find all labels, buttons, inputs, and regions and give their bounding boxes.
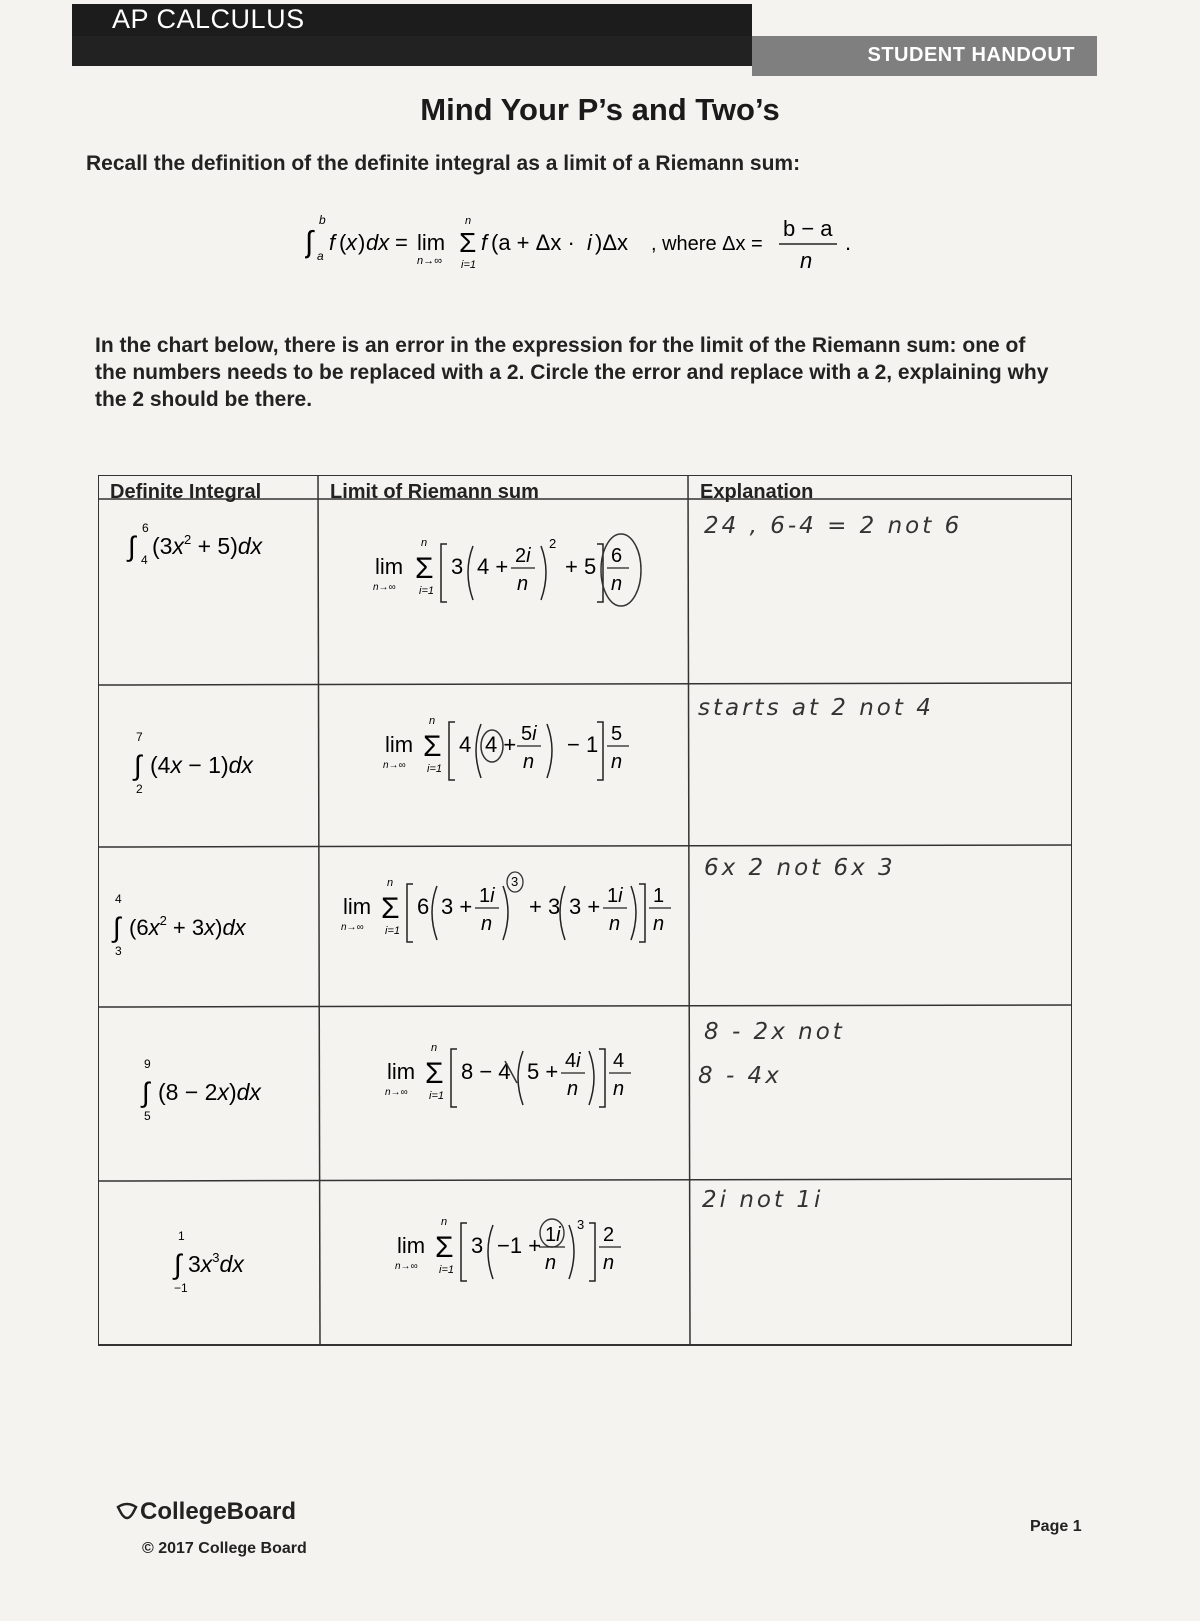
svg-text:b: b (319, 213, 326, 227)
svg-text:3 +: 3 + (569, 894, 601, 919)
svg-text:4 +: 4 + (485, 732, 517, 757)
svg-text:n: n (431, 1042, 438, 1054)
svg-text:∫: ∫ (174, 1249, 182, 1280)
svg-text:i=1: i=1 (419, 585, 434, 597)
svg-text:n: n (611, 573, 623, 595)
svg-text:)Δx: )Δx (595, 230, 629, 255)
svg-text:x: x (346, 230, 357, 255)
svg-text:n→∞: n→∞ (341, 922, 364, 933)
svg-text:4: 4 (459, 732, 472, 757)
page-number: Page 1 (1030, 1518, 1082, 1535)
row3-riemann (324, 851, 686, 961)
svg-text:∫: ∫ (142, 1077, 150, 1108)
svg-text:9: 9 (144, 1057, 151, 1071)
row4-explanation-line2: 8 - 4x (698, 1063, 782, 1089)
svg-text:3: 3 (451, 554, 464, 579)
acorn-icon (114, 1499, 140, 1525)
svg-text:−1 +: −1 + (497, 1233, 542, 1258)
definition-formula (305, 212, 885, 292)
row4-integral (102, 1011, 314, 1171)
instructions-text: In the chart below, there is an error in the expression for the limit of the Riemann sum: one of the numbers needs to be replaced with a 2. Circle the error and replace with a 2, explaining why the 2 should be there. (95, 334, 1049, 411)
row5-riemann (330, 1185, 680, 1305)
svg-text:b − a: b − a (783, 216, 833, 241)
svg-text:Σ: Σ (415, 552, 434, 585)
svg-text:3 +: 3 + (441, 894, 473, 919)
svg-text:n: n (481, 913, 493, 935)
svg-text:i: i (587, 230, 592, 255)
svg-text:∫: ∫ (113, 912, 121, 943)
svg-text:n: n (517, 573, 529, 595)
course-title: AP CALCULUS (112, 4, 305, 34)
svg-text:lim: lim (387, 1059, 416, 1084)
svg-text:n: n (800, 248, 813, 273)
svg-text:n: n (613, 1078, 625, 1100)
svg-text:n: n (421, 537, 428, 549)
svg-text:7: 7 (136, 730, 143, 744)
svg-text:(a + Δx ·: (a + Δx · (491, 230, 575, 255)
row1-explanation: 24 , 6-4 = 2 not 6 (704, 513, 963, 539)
svg-text:+ 5: + 5 (565, 554, 597, 579)
svg-text:.: . (845, 230, 852, 255)
row3-explanation: 6x 2 not 6x 3 (704, 855, 896, 881)
svg-text:i=1: i=1 (427, 763, 442, 775)
row4-explanation: 8 - 2x not (704, 1019, 845, 1045)
svg-text:n→∞: n→∞ (395, 1261, 418, 1272)
svg-text:−1: −1 (174, 1281, 188, 1295)
svg-text:1i: 1i (607, 885, 623, 907)
svg-text:): ) (358, 230, 366, 255)
svg-text:lim: lim (343, 894, 372, 919)
svg-text:4 +: 4 + (477, 554, 509, 579)
svg-text:=: = (395, 230, 408, 255)
svg-text:dx: dx (366, 230, 390, 255)
svg-text:i=1: i=1 (439, 1264, 454, 1276)
svg-text:lim: lim (417, 230, 446, 255)
svg-text:n: n (441, 1216, 448, 1228)
svg-text:n: n (523, 751, 535, 773)
svg-text:Σ: Σ (423, 730, 442, 763)
svg-text:Σ: Σ (425, 1057, 444, 1090)
header-riemann-sum: Limit of Riemann sum (330, 481, 539, 503)
svg-text:n→∞: n→∞ (373, 582, 396, 593)
row1-integral (102, 507, 314, 587)
svg-text:1i: 1i (545, 1224, 561, 1246)
svg-text:n: n (567, 1078, 579, 1100)
svg-text:4: 4 (115, 892, 122, 906)
where-label: , where Δx = (651, 233, 763, 255)
svg-text:∫: ∫ (305, 226, 314, 259)
recall-text: Recall the definition of the definite integral as a limit of a Riemann sum: (86, 152, 801, 175)
svg-text:f: f (329, 230, 336, 255)
svg-text:Σ: Σ (459, 227, 477, 258)
svg-text:n: n (611, 751, 623, 773)
svg-text:(: ( (339, 230, 347, 255)
row5-integral (102, 1185, 314, 1341)
svg-text:5: 5 (144, 1109, 151, 1123)
svg-text:2: 2 (603, 1224, 615, 1246)
svg-text:1i: 1i (479, 885, 495, 907)
svg-text:i=1: i=1 (461, 259, 476, 271)
svg-text:6: 6 (611, 545, 623, 567)
banner-dark-bar-lower (72, 36, 752, 66)
svg-text:5 +: 5 + (527, 1059, 559, 1084)
svg-text:n: n (465, 215, 472, 227)
svg-text:n: n (609, 913, 621, 935)
svg-text:− 1: − 1 (567, 732, 599, 757)
row3-integral (102, 851, 314, 1001)
svg-text:∫: ∫ (134, 750, 142, 781)
collegeboard-logo (114, 1498, 296, 1526)
svg-text:f: f (481, 230, 488, 255)
riemann-definition (305, 212, 885, 292)
row2-integral (102, 689, 314, 839)
header-banner (72, 0, 1097, 74)
svg-text:2: 2 (136, 782, 143, 796)
svg-text:3: 3 (577, 1217, 585, 1232)
svg-text:4: 4 (141, 553, 148, 567)
svg-text:(3x2 + 5)dx: $(3x^2 + 5)dx$ (152, 532, 263, 559)
svg-text:3: 3 (471, 1233, 484, 1258)
row1-riemann (330, 507, 680, 627)
svg-text:1: 1 (178, 1229, 185, 1243)
row2-explanation: starts at 2 not 4 (698, 695, 934, 721)
svg-text:lim: lim (375, 554, 404, 579)
svg-text:a: a (317, 249, 324, 263)
svg-text:Σ: Σ (381, 892, 400, 925)
copyright: © 2017 College Board (142, 1540, 307, 1557)
svg-text:lim: lim (385, 732, 414, 757)
svg-text:n→∞: n→∞ (417, 255, 442, 267)
svg-text:n: n (387, 877, 394, 889)
svg-text:i=1: i=1 (385, 925, 400, 937)
error-table (98, 475, 1072, 1355)
svg-text:lim: lim (397, 1233, 426, 1258)
brand-name: CollegeBoard (140, 1498, 297, 1525)
svg-text:n→∞: n→∞ (385, 1087, 408, 1098)
svg-text:8 − 4: 8 − 4 (461, 1059, 511, 1084)
svg-text:4: 4 (613, 1050, 625, 1072)
handout-label: STUDENT HANDOUT (867, 44, 1075, 66)
svg-text:i=1: i=1 (429, 1090, 444, 1102)
svg-text:4i: 4i (565, 1050, 581, 1072)
svg-text:2: 2 (549, 536, 557, 551)
svg-text:n→∞: n→∞ (383, 760, 406, 771)
header-definite-integral: Definite Integral (110, 481, 262, 503)
svg-text:5i: 5i (521, 723, 537, 745)
banner-gray-bar (752, 36, 1097, 76)
svg-text:2i: 2i (515, 545, 531, 567)
svg-text:3: 3 (115, 944, 122, 958)
svg-text:3: 3 (511, 874, 519, 889)
svg-text:(8 − 2x)dx: (8 − 2x)dx (158, 1079, 261, 1105)
row2-riemann (330, 689, 680, 799)
row5-explanation: 2i not 1i (702, 1187, 824, 1213)
svg-text:Σ: Σ (435, 1231, 454, 1264)
svg-text:∫: ∫ (128, 531, 136, 562)
svg-text:+ 3: + 3 (529, 894, 561, 919)
svg-text:n: n (545, 1252, 557, 1274)
svg-text:6: 6 (417, 894, 430, 919)
page-title: Mind Your P’s and Two’s (420, 92, 780, 127)
svg-text:n: n (603, 1252, 615, 1274)
svg-text:(6x2 + 3x)dx: $(6x^2 + 3x)dx$ (129, 913, 246, 940)
header-explanation: Explanation (700, 481, 814, 503)
svg-text:6: 6 (142, 521, 149, 535)
svg-text:5: 5 (611, 723, 623, 745)
svg-text:n: n (653, 913, 665, 935)
svg-text:n: n (429, 715, 436, 727)
svg-text:1: 1 (653, 885, 665, 907)
row4-riemann (330, 1011, 680, 1131)
svg-text:(4x − 1)dx: (4x − 1)dx (150, 752, 253, 778)
svg-text:3x3dx: $3x^3dx$ (188, 1250, 244, 1277)
